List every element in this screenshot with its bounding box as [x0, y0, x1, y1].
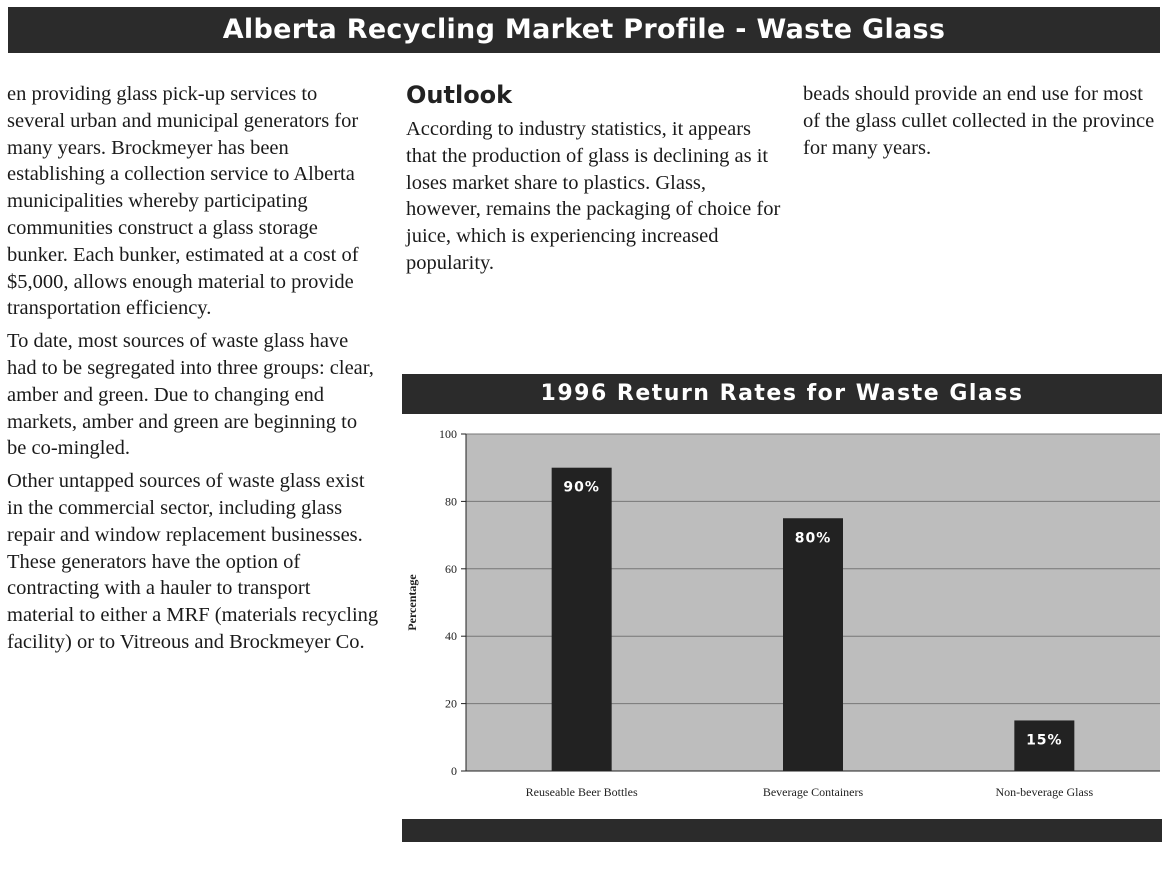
left-paragraph-1: en providing glass pick-up services to several urban and municipal generators for many years. Brockmeyer has been establishing a collection service to Alberta municipalities whereby participating communities construct a glass storage bunker. Each bunker, estimated at a cost of $5,000, allows enough material to provide transportation efficiency. [7, 83, 359, 320]
page-title-banner [8, 7, 1160, 53]
chart-title-bar [402, 374, 1162, 414]
outlook-heading: Outlook [406, 81, 513, 109]
bar-value-label: 80% [794, 530, 832, 547]
page-title: Alberta Recycling Market Profile - Waste Glass [222, 14, 946, 45]
chart-bottom-bar [402, 819, 1162, 842]
x-category-label: Reuseable Beer Bottles [525, 785, 638, 799]
x-category-label: Non-beverage Glass [995, 785, 1094, 799]
left-column [7, 81, 379, 662]
y-axis-label: Percentage [405, 574, 419, 631]
y-tick-label: 20 [445, 696, 457, 711]
bar-chart [402, 414, 1162, 819]
chart-title: 1996 Return Rates for Waste Glass [540, 381, 1024, 406]
bar [783, 518, 843, 771]
outlook-paragraph: According to industry statistics, it appears that the production of glass is declining as it loses market share to plastics. Glass, however, remains the packaging of choice for juice, which is experiencing increased popularity. [406, 118, 781, 274]
y-tick-label: 40 [445, 629, 457, 644]
middle-column [406, 78, 781, 283]
left-paragraph-2: To date, most sources of waste glass have had to be segregated into three groups: clear, amber and green. Due to changing end markets, amber and green are beginning to be co-mingled. [7, 330, 374, 460]
x-category-label: Beverage Containers [762, 785, 864, 799]
bar [552, 468, 612, 771]
y-tick-label: 80 [445, 494, 457, 509]
bar-value-label: 90% [563, 479, 600, 496]
left-paragraph-3: Other untapped sources of waste glass exist in the commercial sector, including glass repair and window replacement businesses. These generators have the option of contracting with a hauler to transport material to either a MRF (materials recycling facility) or to Vitreous and Brockmeyer Co. [7, 470, 379, 653]
y-tick-label: 100 [439, 427, 457, 441]
y-tick-label: 60 [445, 561, 457, 576]
right-column [803, 81, 1165, 167]
bar-value-label: 15% [1026, 732, 1063, 749]
y-tick-label: 0 [451, 764, 457, 778]
right-paragraph: beads should provide an end use for most of the glass cullet collected in the province for many years. [803, 83, 1155, 159]
